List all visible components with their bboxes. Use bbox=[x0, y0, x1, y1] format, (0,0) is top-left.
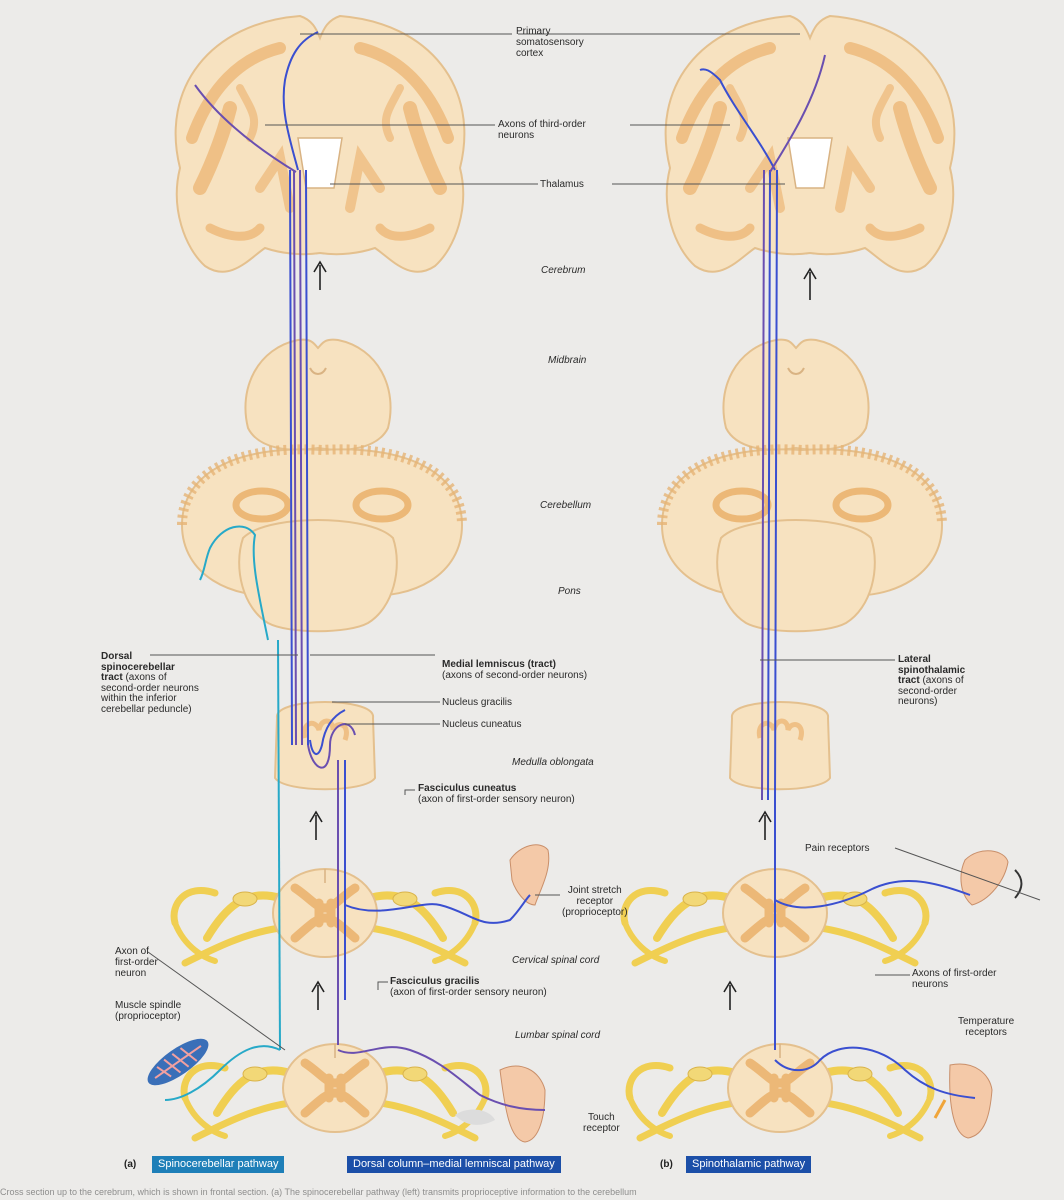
axon-first-order-label: Axon of first-order neuron bbox=[115, 946, 158, 979]
primary-cortex-label: Primary somatosensory cortex bbox=[516, 26, 584, 59]
fasciculus-gracilis-label: Fasciculus gracilis (axon of first-order sensory neuron) bbox=[390, 976, 547, 998]
cerebellum-label: Cerebellum bbox=[540, 500, 592, 511]
lumbar-cord-label: Lumbar spinal cord bbox=[515, 1030, 601, 1041]
cervical-cord-label: Cervical spinal cord bbox=[512, 955, 600, 966]
joint-receptor-label: Joint stretch receptor (proprioceptor) bbox=[562, 885, 628, 918]
spinothalamic-tag: Spinothalamic pathway bbox=[686, 1156, 811, 1173]
medial-lemniscus-label: Medial lemniscus (tract) (axons of second-order neurons) bbox=[442, 659, 588, 681]
midbrain-label: Midbrain bbox=[548, 355, 587, 366]
spinocerebellar-tag: Spinocerebellar pathway bbox=[152, 1156, 284, 1173]
third-order-axons-label: Axons of third-order neurons bbox=[498, 119, 586, 141]
cerebrum-label: Cerebrum bbox=[541, 265, 586, 276]
fasciculus-cuneatus-label: Fasciculus cuneatus (axon of first-order sensory neuron) bbox=[418, 783, 575, 805]
nucleus-cuneatus-label: Nucleus cuneatus bbox=[442, 719, 522, 730]
muscle-spindle-label: Muscle spindle (proprioceptor) bbox=[115, 1000, 182, 1022]
thalamus-label: Thalamus bbox=[540, 179, 584, 190]
part-a-label: (a) bbox=[124, 1159, 137, 1170]
pons-label: Pons bbox=[558, 586, 581, 597]
dorsal-column-tag: Dorsal column–medial lemniscal pathway bbox=[347, 1156, 561, 1173]
nucleus-gracilis-label: Nucleus gracilis bbox=[442, 697, 513, 708]
medulla-label: Medulla oblongata bbox=[512, 757, 594, 768]
temperature-receptors-label: Temperature receptors bbox=[958, 1016, 1015, 1038]
dorsal-spinocerebellar-label: Dorsal spinocerebellar tract (axons of second-order neurons within the inferior cerebellar peduncle) bbox=[101, 651, 199, 715]
axons-first-order-label: Axons of first-order neurons bbox=[912, 968, 997, 990]
lateral-spinothalamic-label: Lateral spinothalamic tract (axons of second-order neurons) bbox=[898, 654, 966, 707]
part-b-label: (b) bbox=[660, 1159, 673, 1170]
caption-fragment: Cross section up to the cerebrum, which is shown in frontal section. (a) The spinocerebellar pathway (left) transmits proprioceptive information to the cerebellum bbox=[0, 1187, 637, 1197]
pain-receptors-label: Pain receptors bbox=[805, 843, 870, 854]
touch-receptor-label: Touch receptor bbox=[583, 1112, 620, 1134]
